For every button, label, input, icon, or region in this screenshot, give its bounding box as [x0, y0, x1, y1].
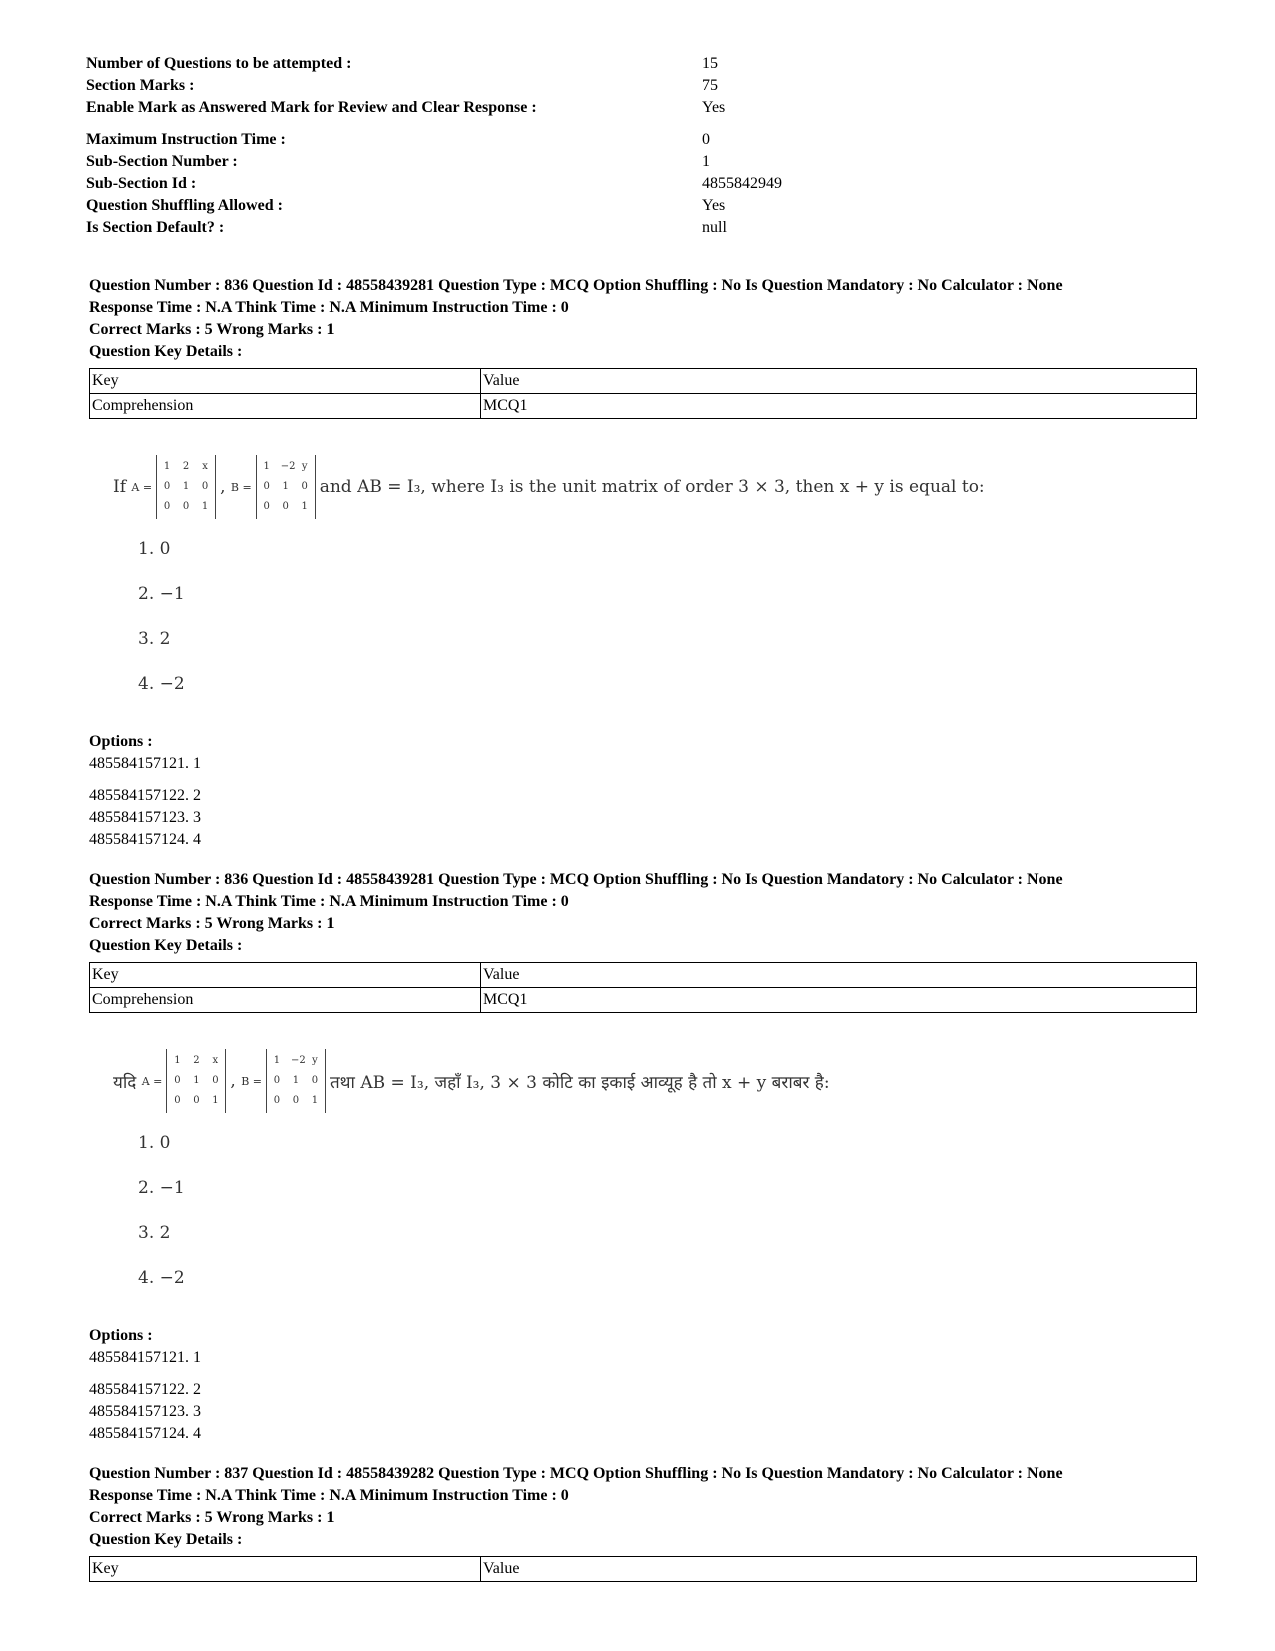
info-row: Sub-Section Number : 1 [86, 153, 710, 170]
stem-option: 1. 0 [138, 1133, 171, 1153]
question-stem: If A = 1 2 x 0 1 0 0 0 1 , B = 1 −2 y 0 1 0 0 0 1 and AB = I₃, where I₃ is the unit matrix of order 3 × 3, then x + y is equal to: [113, 449, 985, 525]
value-cell: MCQ1 [481, 988, 1197, 1013]
stem-option: 2. −1 [138, 1178, 185, 1198]
question-meta-line: Correct Marks : 5 Wrong Marks : 1 [89, 321, 335, 338]
key-header: Key [90, 1557, 481, 1582]
question-meta-line: Question Key Details : [89, 1531, 243, 1548]
question-image [89, 449, 989, 719]
question-image [89, 1043, 989, 1313]
value-header: Value [481, 369, 1197, 394]
info-row: Is Section Default? : null [86, 219, 727, 236]
info-row: Sub-Section Id : 4855842949 [86, 175, 782, 192]
key-cell: Comprehension [90, 394, 481, 419]
matrix-b: 1 −2 y 0 1 0 0 0 1 [256, 455, 316, 519]
options-title: Options : [89, 1327, 153, 1344]
key-details-table [89, 962, 1197, 1013]
stem-option: 1. 0 [138, 539, 171, 559]
option-line: 485584157123. 3 [89, 809, 201, 826]
stem-option: 2. −1 [138, 584, 185, 604]
question-meta-line: Question Key Details : [89, 343, 243, 360]
question-meta-line: Response Time : N.A Think Time : N.A Minimum Instruction Time : 0 [89, 299, 569, 316]
section-info [86, 53, 1186, 239]
info-row: Maximum Instruction Time : 0 [86, 131, 710, 148]
question-block [89, 1463, 1199, 1582]
question-meta-line: Correct Marks : 5 Wrong Marks : 1 [89, 1509, 335, 1526]
question-meta-line: Response Time : N.A Think Time : N.A Minimum Instruction Time : 0 [89, 893, 569, 910]
key-details-table [89, 1556, 1197, 1582]
stem-option: 3. 2 [138, 1223, 171, 1243]
stem-option: 4. −2 [138, 674, 185, 694]
key-header: Key [90, 963, 481, 988]
options-title: Options : [89, 733, 153, 750]
question-meta-line: Question Number : 837 Question Id : 48558439282 Question Type : MCQ Option Shuffling : No Is Question Mandatory : No Calculator : None [89, 1465, 1063, 1482]
value-cell: MCQ1 [481, 394, 1197, 419]
info-row: Section Marks : 75 [86, 77, 718, 94]
question-meta-line: Question Number : 836 Question Id : 48558439281 Question Type : MCQ Option Shuffling : No Is Question Mandatory : No Calculator : None [89, 871, 1063, 888]
question-stem: यदि A = 1 2 x 0 1 0 0 0 1 , B = 1 −2 y 0 1 0 0 0 1 तथा AB = I₃, जहाँ I₃, 3 × 3 कोटि का इकाई आव्यूह है तो x + y बराबर है: [113, 1043, 830, 1119]
question-meta-line: Response Time : N.A Think Time : N.A Minimum Instruction Time : 0 [89, 1487, 569, 1504]
option-line: 485584157122. 2 [89, 787, 201, 804]
stem-option: 3. 2 [138, 629, 171, 649]
option-line: 485584157122. 2 [89, 1381, 201, 1398]
matrix-a: 1 2 x 0 1 0 0 0 1 [166, 1049, 226, 1113]
option-line: 485584157124. 4 [89, 831, 201, 848]
stem-option: 4. −2 [138, 1268, 185, 1288]
question-block [89, 275, 1199, 851]
key-cell: Comprehension [90, 988, 481, 1013]
value-header: Value [481, 1557, 1197, 1582]
key-details-table [89, 368, 1197, 419]
option-line: 485584157124. 4 [89, 1425, 201, 1442]
option-line: 485584157121. 1 [89, 755, 201, 772]
question-meta-line: Question Key Details : [89, 937, 243, 954]
value-header: Value [481, 963, 1197, 988]
question-meta-line: Correct Marks : 5 Wrong Marks : 1 [89, 915, 335, 932]
question-meta-line: Question Number : 836 Question Id : 48558439281 Question Type : MCQ Option Shuffling : No Is Question Mandatory : No Calculator : None [89, 277, 1063, 294]
matrix-b: 1 −2 y 0 1 0 0 0 1 [266, 1049, 326, 1113]
key-header: Key [90, 369, 481, 394]
option-line: 485584157121. 1 [89, 1349, 201, 1366]
matrix-a: 1 2 x 0 1 0 0 0 1 [156, 455, 216, 519]
info-row: Number of Questions to be attempted : 15 [86, 55, 718, 72]
info-row: Enable Mark as Answered Mark for Review and Clear Response : Yes [86, 99, 726, 116]
question-block [89, 869, 1199, 1445]
info-row: Question Shuffling Allowed : Yes [86, 197, 726, 214]
option-line: 485584157123. 3 [89, 1403, 201, 1420]
